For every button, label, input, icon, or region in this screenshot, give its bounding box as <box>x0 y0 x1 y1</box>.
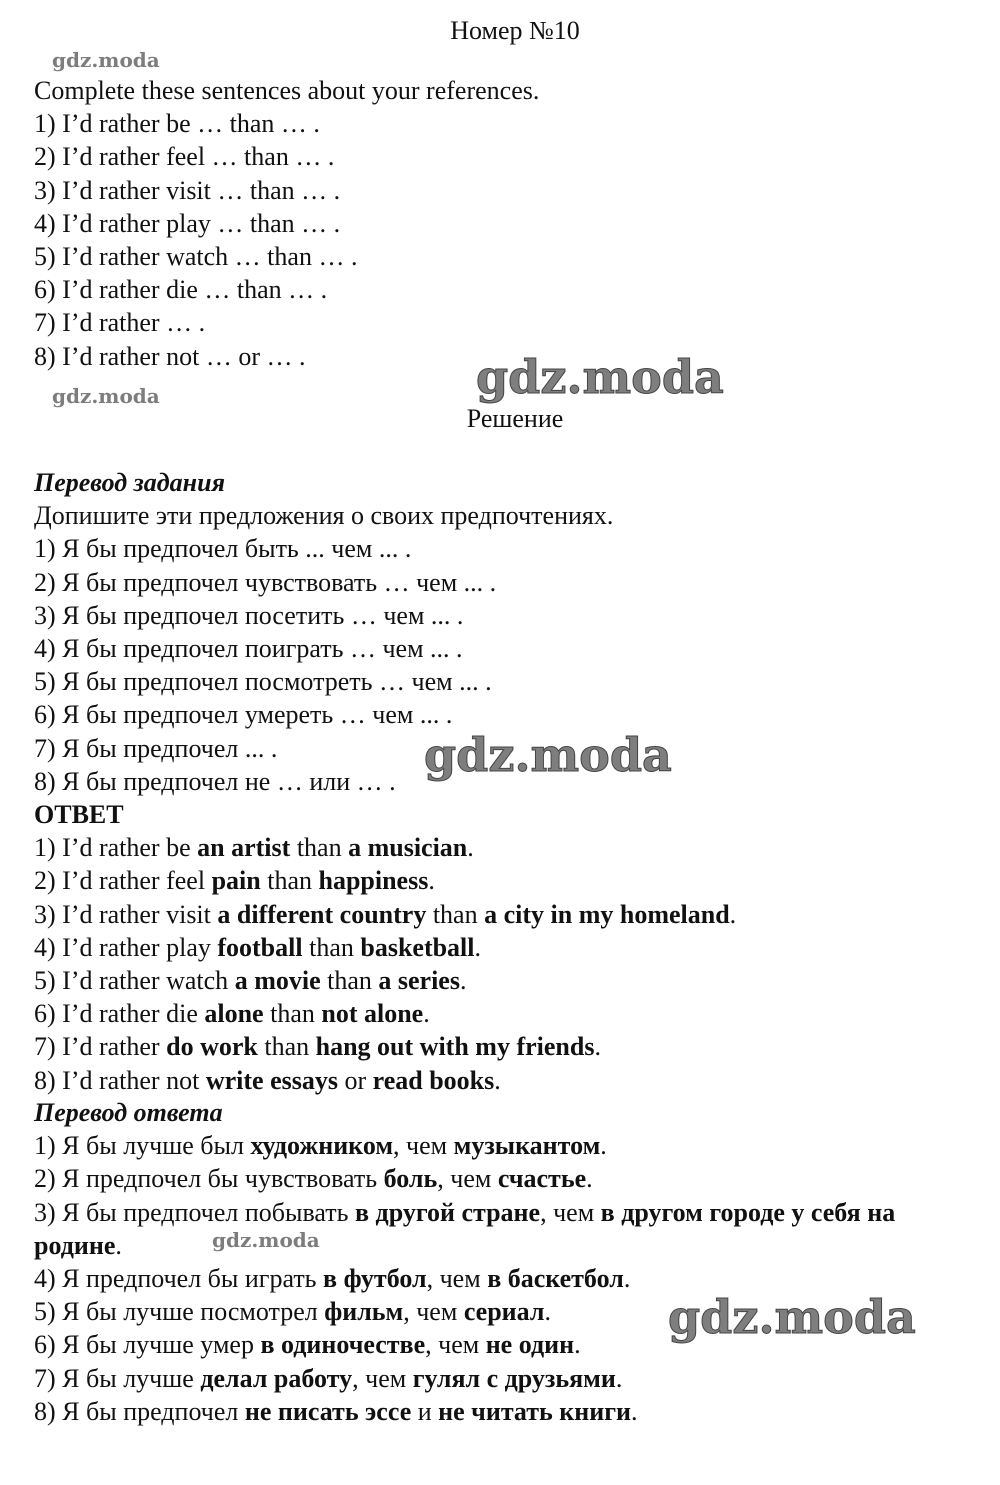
task-translation-item: 8) Я бы предпочел не … или … . <box>34 766 396 796</box>
task-translation-intro: Допишите эти предложения о своих предпочтениях. <box>34 501 614 531</box>
task-translation-item: 2) Я бы предпочел чувствовать … чем ... . <box>34 567 497 597</box>
answer-item: 4) I’d rather play football than basketball. <box>34 932 482 962</box>
task-translation-item: 4) Я бы предпочел поиграть … чем ... . <box>34 634 463 664</box>
answer-translation-item: 8) Я бы предпочел не писать эссе и не читать книги. <box>34 1396 638 1426</box>
task-item: 3) I’d rather visit … than … . <box>34 175 341 205</box>
answer-item: 8) I’d rather not write essays or read books. <box>34 1065 501 1095</box>
task-translation-item: 3) Я бы предпочел посетить … чем ... . <box>34 600 464 630</box>
answer-translation-item: 5) Я бы лучше посмотрел фильм, чем сериал. <box>34 1297 551 1327</box>
watermark-small-2: gdz.moda <box>52 384 160 408</box>
answer-translation-item: 3) Я бы предпочел побывать в другой стране, чем в другом городе у себя на родине. <box>34 1197 896 1260</box>
task-translation-item: 6) Я бы предпочел умереть … чем ... . <box>34 700 453 730</box>
answer-item: 2) I’d rather feel pain than happiness. <box>34 866 435 896</box>
watermark-big-2: gdz.moda <box>424 728 672 782</box>
task-item: 6) I’d rather die … than … . <box>34 275 328 305</box>
answer-item: 1) I’d rather be an artist than a musician. <box>34 833 474 863</box>
answer-translation-item: 6) Я бы лучше умер в одиночестве, чем не один. <box>34 1330 581 1360</box>
task-translation-item: 1) Я бы предпочел быть ... чем ... . <box>34 534 412 564</box>
watermark-small-1: gdz.moda <box>52 48 160 72</box>
answer-translation-item: 1) Я бы лучше был художником, чем музыкантом. <box>34 1131 607 1161</box>
answer-translation-section <box>34 1096 994 1428</box>
task-translation-heading: Перевод задания <box>34 468 225 497</box>
answer-translation-item: 4) Я предпочел бы играть в футбол, чем в баскетбол. <box>34 1264 631 1294</box>
task-intro: Complete these sentences about your references. <box>34 76 540 105</box>
task-item: 5) I’d rather watch … than … . <box>34 242 358 272</box>
watermark-small-3: gdz.moda <box>212 1228 320 1252</box>
answer-item: 6) I’d rather die alone than not alone. <box>34 999 430 1029</box>
task-item: 4) I’d rather play … than … . <box>34 208 341 238</box>
answer-translation-heading: Перевод ответа <box>34 1098 223 1127</box>
answer-translation-item: 2) Я предпочел бы чувствовать боль, чем счастье. <box>34 1164 593 1194</box>
answer-section <box>34 798 994 1097</box>
answer-translation-item: 7) Я бы лучше делал работу, чем гулял с друзьями. <box>34 1363 623 1393</box>
task-item: 7) I’d rather … . <box>34 308 206 338</box>
task-translation-section <box>34 466 994 798</box>
task-translation-item: 5) Я бы предпочел посмотреть … чем ... . <box>34 667 492 697</box>
answer-item: 3) I’d rather visit a different country than a city in my homeland. <box>34 899 737 929</box>
task-item: 8) I’d rather not … or … . <box>34 341 306 371</box>
task-item: 1) I’d rather be … than … . <box>34 109 320 139</box>
watermark-big-3: gdz.moda <box>668 1290 916 1344</box>
task-section <box>34 74 994 373</box>
answer-heading: ОТВЕТ <box>34 800 124 829</box>
watermark-big-1: gdz.moda <box>476 350 724 404</box>
answer-item: 7) I’d rather do work than hang out with my friends. <box>34 1032 601 1062</box>
task-translation-item: 7) Я бы предпочел ... . <box>34 733 278 763</box>
task-item: 2) I’d rather feel … than … . <box>34 142 335 172</box>
page-title: Номер №10 <box>450 16 580 45</box>
solution-label: Решение <box>466 404 564 433</box>
answer-item: 5) I’d rather watch a movie than a series. <box>34 966 467 996</box>
